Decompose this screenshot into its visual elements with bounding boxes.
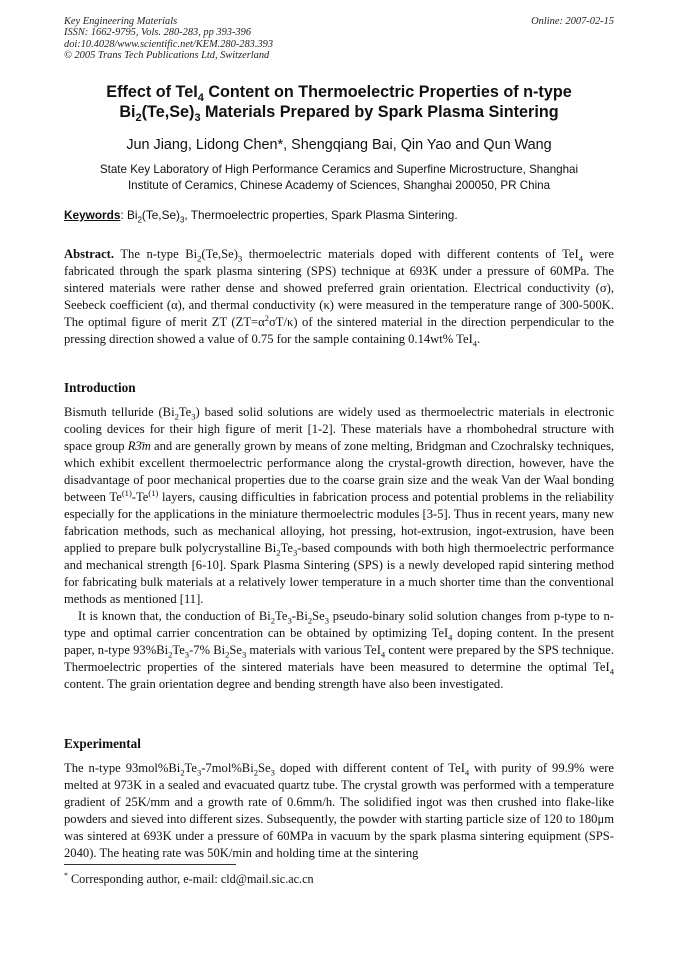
section-heading-introduction: Introduction: [64, 380, 136, 395]
experimental-body: [64, 760, 614, 862]
keywords: Keywords: $Bi_2(Te,Se)_3$, Thermoelectric properties, Spark Plasma Sintering.: [64, 208, 458, 225]
author-list: Jun Jiang, Lidong Chen*, Shengqiang Bai, Qin Yao and Qun Wang: [126, 137, 552, 153]
affiliation: [50, 162, 628, 194]
corresponding-author-footnote: * Corresponding author, e-mail: cld@mail.sic.ac.cn: [64, 870, 314, 886]
affiliation-line-2: Institute of Ceramics, Chinese Academy of Sciences, Shanghai 200050, PR China: [127, 179, 551, 192]
copyright-line: © 2005 Trans Tech Publications Ltd, Switzerland: [64, 50, 270, 62]
affiliation-line-1: State Key Laboratory of High Performance Ceramics and Superfine Microstructure, Shanghai: [99, 163, 579, 176]
keywords-label: Keywords: [64, 208, 121, 222]
journal-name: Key Engineering Materials: [64, 16, 178, 27]
introduction-body: [64, 404, 614, 693]
abstract-paragraph: Abstract. The n-type $Bi_2(Te,Se)_3$ thermoelectric materials doped with different contents of TeI$_4$ were fabricated through the spark plasma sintering (SPS) technique at 693K under a pressure of 60MPa. The sintered materials were rather dense and showed preferred grain orientation. Electrical conductivity (σ), Seebeck coefficient (α), and thermal conductivity (κ) were measured in the temperature range of 300-500K. The optimal figure of merit ZT $(ZT=\alpha^2\sigma T/\kappa)$ of the sintered material in the direction perpendicular to the pressing direction showed a value of 0.75 for the sample containing 0.14wt% TeI$_4$.: [64, 247, 615, 349]
online-date: Online: 2007-02-15: [531, 16, 614, 27]
title-line-2: $Bi_2(Te,Se)_3$ Materials Prepared by Spark Plasma Sintering: [119, 103, 559, 125]
space-group-symbol: R3̄m: [127, 439, 151, 453]
journal-header: [64, 16, 614, 62]
paper-title: [40, 82, 638, 125]
doi-line: doi:10.4028/www.scientific.net/KEM.280-283.393: [64, 38, 274, 50]
intro-paragraph-2: It is known that, the conduction of $Bi_2Te_3-Bi_2Se_3$ pseudo-binary solid solution changes from p-type to n-type and optimal carrier concentration can be obtained by optimizing TeI$_4$ doping content. In the present paper, n-type $93\%Bi_2Te_3-7\%$ $Bi_2Se_3$ materials with various TeI$_4$ content were prepared by the SPS technique. Thermoelectric properties of the sintered materials have been measured to determine the optimal TeI$_4$ content. The grain orientation degree and bending strength have also been investigated.: [64, 609, 614, 691]
abstract-label: Abstract.: [64, 247, 115, 261]
section-heading-experimental: Experimental: [64, 736, 141, 751]
issn-line: ISSN: 1662-9795, Vols. 280-283, pp 393-396: [64, 27, 252, 39]
abstract: [64, 246, 614, 348]
experimental-paragraph: The n-type $93mol\%Bi_2Te_3-7mol\%Bi_2Se_3$ doped with different content of TeI$_4$ with purity of 99.9% were melted at 973K in a sealed and evacuated quartz tube. The crystal growth was performed with a temperature gradient of 25K/mm and a growth rate of 0.6mm/h. The solidified ingot was then crushed into flake-like powders and sieved into different sizes. Subsequently, the powder with starting particle size of 120 to 180μm was sintered at 693K under a pressure of 60MPa in vacuum by the spark plasma sintering equipment (SPS-2040). The heating rate was 50K/min and holding time at the sintering: [64, 761, 614, 860]
footnote-divider: [64, 864, 236, 865]
intro-paragraph-1: Bismuth telluride $(Bi_2Te_3)$ based solid solutions are widely used as thermoelectric materials in electronic cooling devices for their high figure of merit [1-2]. These materials have a rhombohedral structure with space group R3̄m and are generally grown by means of zone melting, Bridgman and Czochralsky techniques, which exhibit excellent thermoelectric performance along the crystal-growth direction, however, have the disadvantage of poor mechanical properties due to the coarse grain size and the weak Van der Waal bonding between Te$^{(1)}$-Te$^{(1)}$ layers, causing difficulties in fabrication process and potential problems in the reliability especially for the applications in the miniature thermoelectric modules [3-5]. Thus in recent years, many new fabrication methods, such as mechanical alloying, hot pressing, hot-extrusion, ingot-extrusion, have been applied to prepare bulk polycrystalline $Bi_2Te_3$-based compounds with both high thermoelectric performance and mechanical strength [6-10]. Spark Plasma Sintering (SPS) is a newly developed rapid sintering method for fabricating bulk materials at a relatively lower temperature in a much shorter time than the conventional methods as mentioned [11].: [64, 405, 615, 606]
title-line-1: Effect of TeI$_4$ Content on Thermoelectric Properties of n-type: [106, 83, 572, 105]
